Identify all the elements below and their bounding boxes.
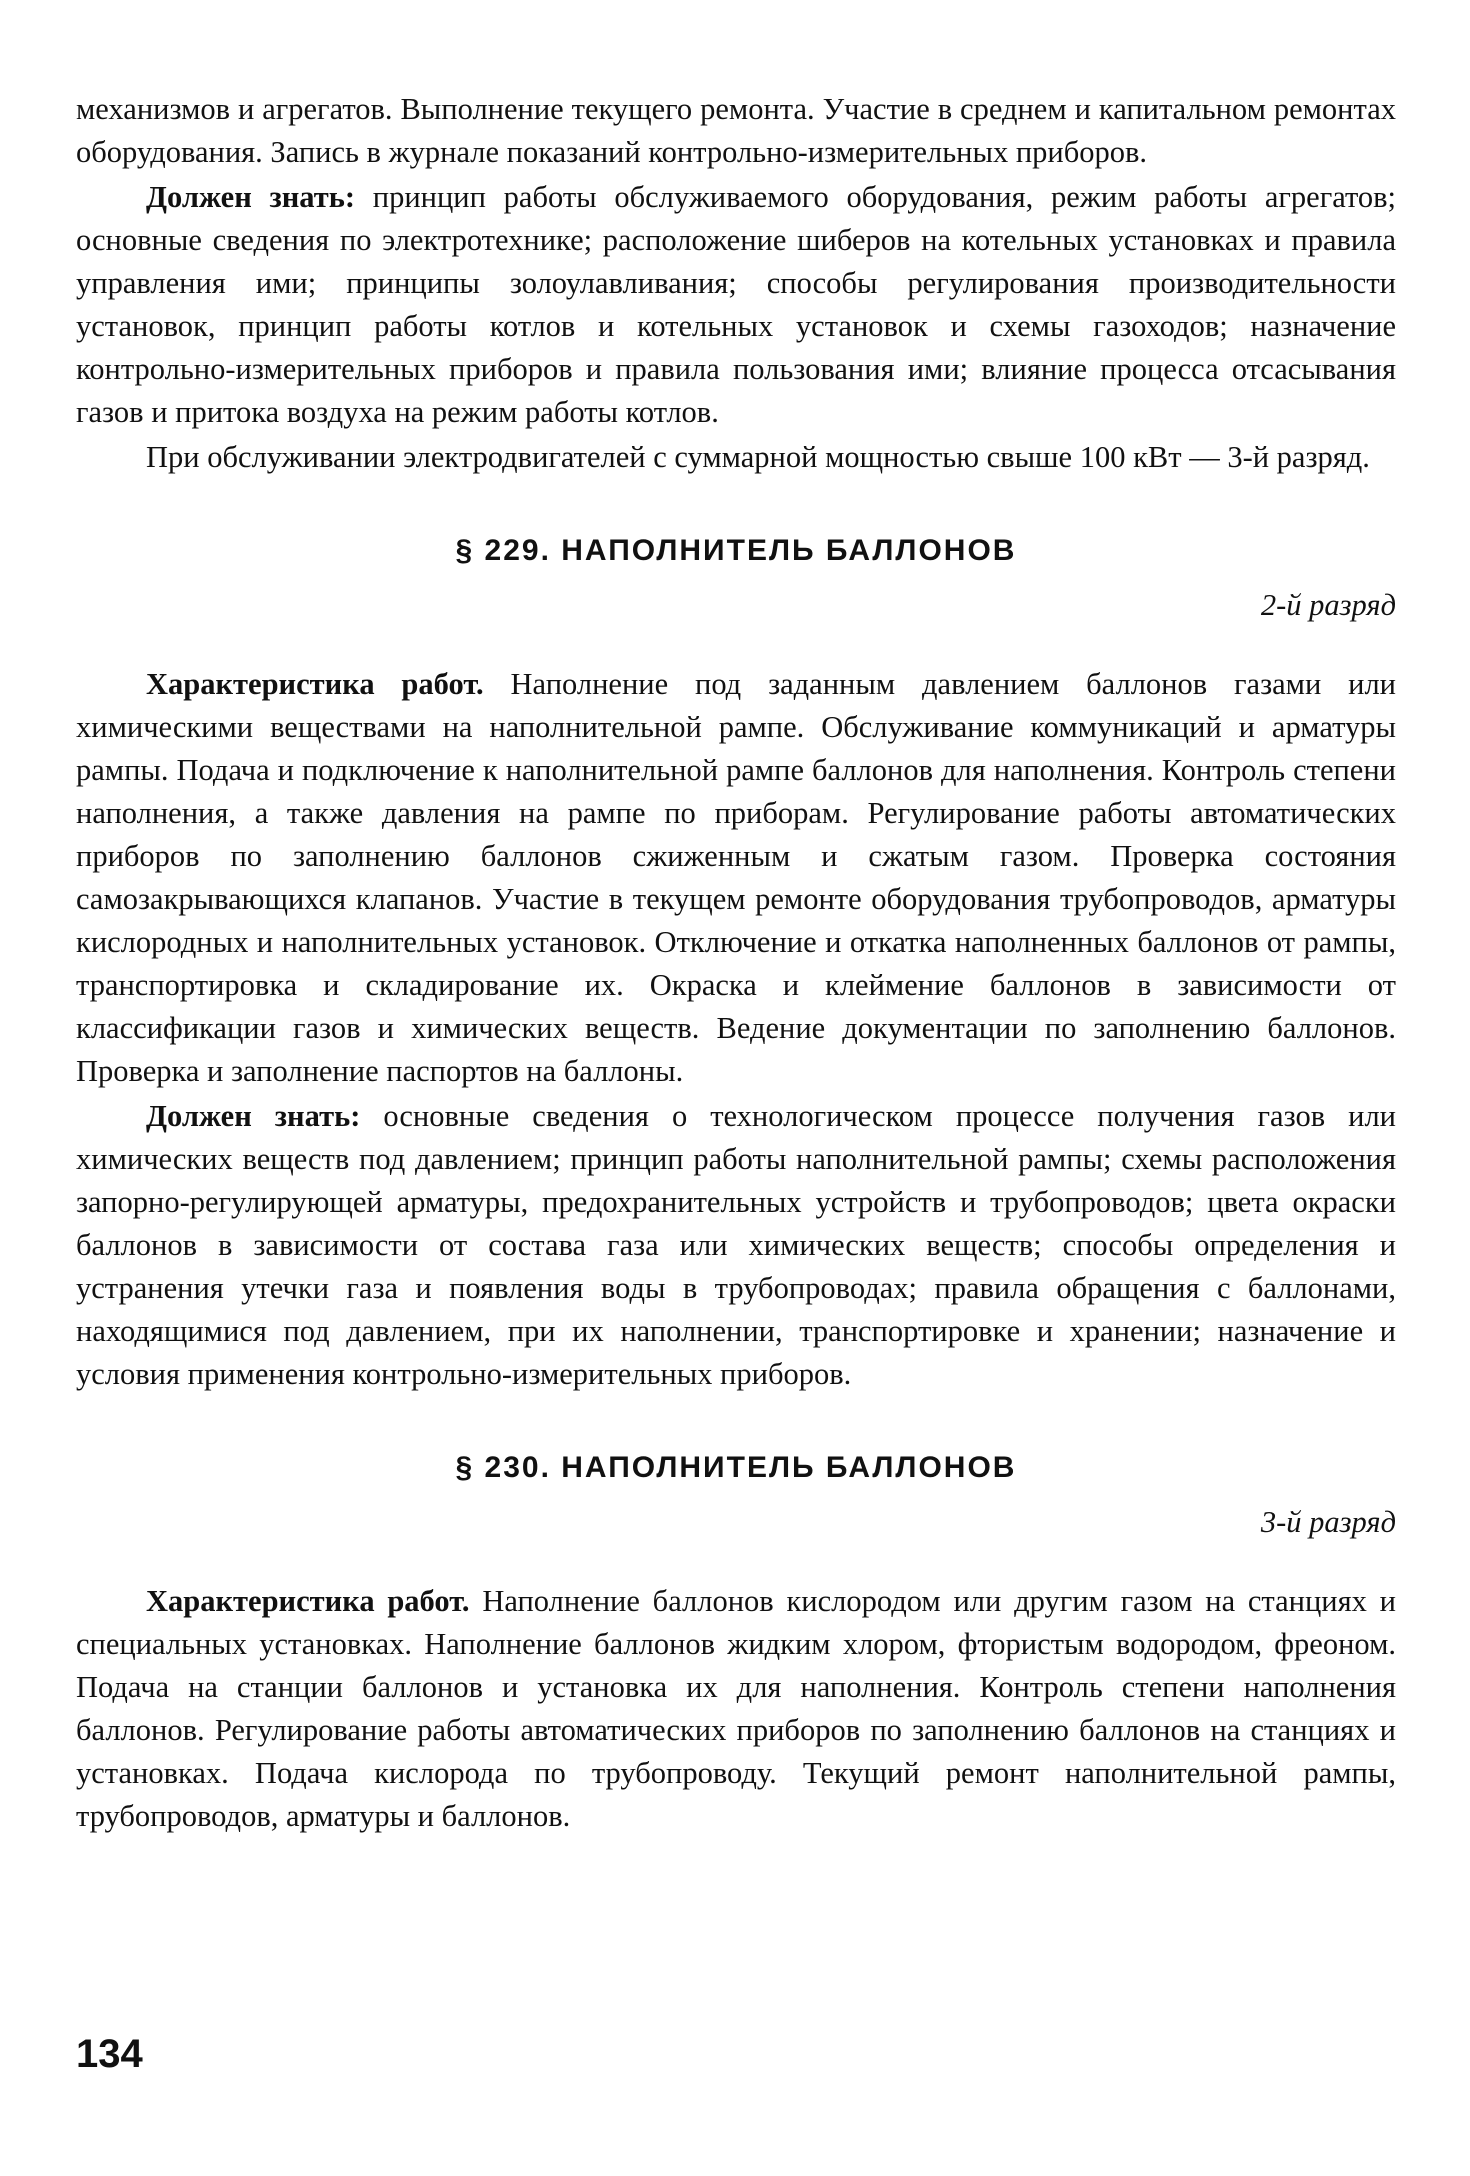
section-229-grade: 2-й разряд (1260, 588, 1396, 622)
section-230-title: § 230. НАПОЛНИТЕЛЬ БАЛЛОНОВ (455, 1451, 1017, 1484)
section-230-grade: 3-й разряд (1260, 1505, 1396, 1539)
knowledge-text: основные сведения о технологическом процессе получения газов или химических веществ под давлением; принцип работы наполнительной рампы; схемы расположения запорно-регулирующей арматуры, предохранительных устройств и трубопроводов; цвета окраски баллонов в зависимости от состава газа или химических веществ; способы определения и устранения утечки газа и появления воды в трубопроводах; правила обращения с баллонами, находящимися под давлением, при их наполнении, транспортировке и хранении; назначение и условия применения контрольно-измерительных приборов. (76, 1099, 1396, 1391)
knowledge-label: Должен знать: (146, 180, 356, 214)
section-229-knowledge-paragraph (76, 1095, 1396, 1396)
section-229-title: § 229. НАПОЛНИТЕЛЬ БАЛЛОНОВ (455, 534, 1017, 567)
page-number: 134 (76, 2032, 143, 2076)
work-label: Характеристика работ. (146, 667, 484, 701)
section-229-work-paragraph (76, 663, 1396, 1093)
work-label: Характеристика работ. (146, 1584, 470, 1618)
intro-knowledge-paragraph (76, 176, 1396, 434)
work-text: Наполнение под заданным давлением баллонов газами или химическими веществами на наполнительной рампе. Обслуживание коммуникаций и арматуры рампы. Подача и подключение к наполнительной рампе баллонов для наполнения. Контроль степени наполнения, а также давления на рампе по приборам. Регулирование работы автоматических приборов по заполнению баллонов сжиженным и сжатым газом. Проверка состояния самозакрывающихся клапанов. Участие в текущем ремонте оборудования трубопроводов, арматуры кислородных и наполнительных установок. Отключение и откатка наполненных баллонов от рампы, транспортировка и складирование их. Окраска и клеймение баллонов в зависимости от классификации газов и химических веществ. Ведение документации по заполнению баллонов. Проверка и заполнение паспортов на баллоны. (76, 667, 1397, 1088)
knowledge-text: принцип работы обслуживаемого оборудования, режим работы агрегатов; основные сведения по электротехнике; расположение шиберов на котельных установках и правила управления ими; принципы золоулавливания; способы регулирования производительности установок, принцип работы котлов и котельных установок и схемы газоходов; назначение контрольно-измерительных приборов и правила пользования ими; влияние процесса отсасывания газов и притока воздуха на режим работы котлов. (76, 180, 1397, 429)
knowledge-label: Должен знать: (146, 1099, 361, 1133)
intro-continuation-paragraph: механизмов и агрегатов. Выполнение текущего ремонта. Участие в среднем и капитальном ремонтах оборудования. Запись в журнале показаний контрольно-измерительных приборов. (76, 92, 1396, 169)
section-230-work-paragraph (76, 1580, 1396, 1838)
page-body (76, 88, 1396, 1838)
work-text: Наполнение баллонов кислородом или другим газом на станциях и специальных установках. Наполнение баллонов жидким хлором, фтористым водородом, фреоном. Подача на станции баллонов и установка их для наполнения. Контроль степени наполнения баллонов. Регулирование работы автоматических приборов по заполнению баллонов на станциях и установках. Подача кислорода по трубопроводу. Текущий ремонт наполнительной рампы, трубопроводов, арматуры и баллонов. (76, 1584, 1396, 1833)
intro-note-paragraph: При обслуживании электродвигателей с суммарной мощностью свыше 100 кВт — 3-й разряд. (146, 440, 1370, 474)
